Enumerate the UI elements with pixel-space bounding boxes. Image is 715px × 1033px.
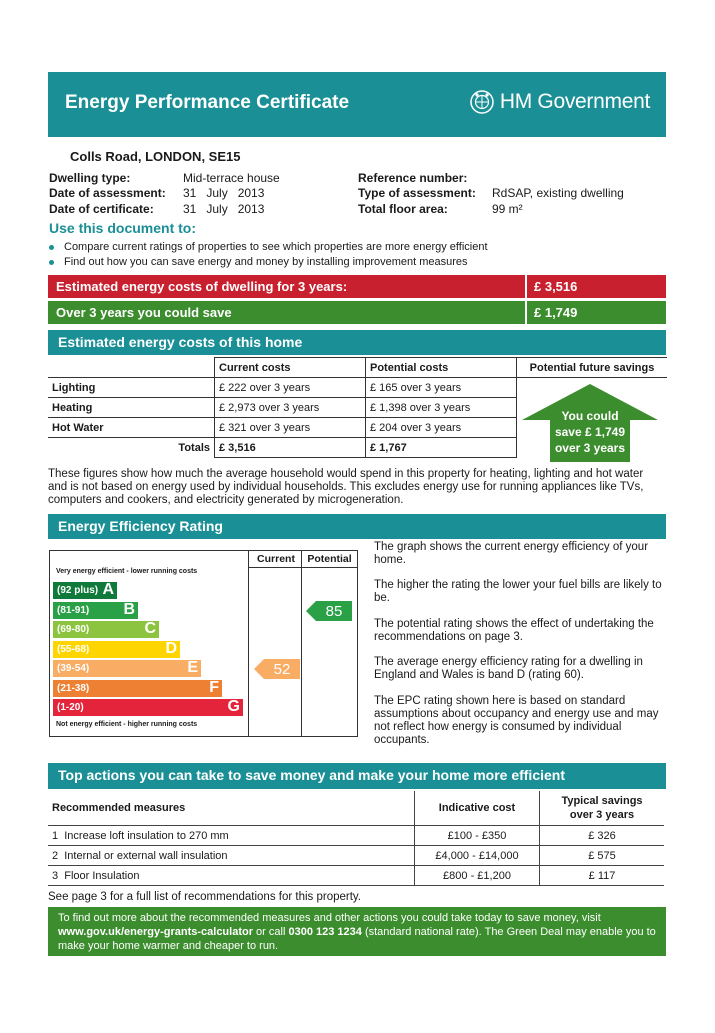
green-deal-footer bbox=[48, 907, 666, 956]
totals-current: £ 3,516 bbox=[215, 438, 366, 458]
measure-saving: £ 326 bbox=[540, 826, 665, 846]
assessment-type-value: RdSAP, existing dwelling bbox=[492, 186, 624, 200]
band-range: (69-80) bbox=[57, 624, 90, 635]
band-letter: D bbox=[165, 639, 177, 657]
costs-heading-bar bbox=[48, 330, 666, 355]
costs-heading: Estimated energy costs of this home bbox=[58, 334, 303, 350]
potential-rating-arrow-value: 85 bbox=[325, 602, 343, 620]
bullet-icon bbox=[49, 245, 54, 250]
reference-label: Reference number: bbox=[358, 171, 468, 185]
use-document-heading: Use this document to: bbox=[49, 220, 197, 236]
use-bullet: Find out how you can save energy and money by installing improvement measures bbox=[49, 256, 468, 268]
band-letter: E bbox=[187, 659, 198, 676]
table-row bbox=[48, 866, 664, 886]
measure-saving: £ 575 bbox=[540, 846, 665, 866]
measure-cell: 1 Increase loft insulation to 270 mm bbox=[48, 826, 415, 846]
rating-band-a bbox=[53, 582, 117, 599]
band-letter: C bbox=[144, 620, 156, 637]
rating-band-d bbox=[53, 641, 180, 658]
cost-potential: £ 204 over 3 years bbox=[366, 418, 517, 438]
use-bullet: Compare current ratings of properties to see which properties are more energy efficient bbox=[49, 241, 488, 253]
assessment-type-label: Type of assessment: bbox=[358, 186, 476, 200]
crest-icon bbox=[469, 89, 495, 115]
cost-current: £ 2,973 over 3 years bbox=[215, 398, 366, 418]
future-savings-text: You could save £ 1,749 over 3 years bbox=[554, 409, 626, 455]
efficiency-paragraph: The EPC rating shown here is based on standard assumptions about occupancy and energy use and may not reflect how energy is consumed by individual occupants. bbox=[374, 695, 659, 746]
epc-header bbox=[48, 72, 666, 137]
hm-government-logo bbox=[469, 89, 650, 115]
actions-heading: Top actions you can take to save money and make your home more efficient bbox=[58, 767, 565, 783]
measures-header: Recommended measures bbox=[48, 791, 415, 826]
rating-band-g bbox=[53, 699, 243, 716]
rating-band-b bbox=[53, 602, 138, 619]
band-range: (39-54) bbox=[57, 663, 90, 674]
property-address: Colls Road, LONDON, SE15 bbox=[70, 149, 241, 164]
rating-band-c bbox=[53, 621, 159, 638]
cost-potential: £ 165 over 3 years bbox=[366, 378, 517, 398]
efficiency-heading: Energy Efficiency Rating bbox=[58, 518, 223, 534]
cost-header: Indicative cost bbox=[415, 791, 540, 826]
band-range: (81-91) bbox=[57, 604, 90, 616]
rating-band-f bbox=[53, 680, 222, 697]
costs-note: These figures show how much the average household would spend in this property for heating, lighting and hot water and is not based on energy used by individual households. This excludes energy use for running appliances like TVs, computers and cookers, and electricity generated by microgeneration. bbox=[48, 468, 644, 506]
band-letter: B bbox=[123, 600, 135, 618]
measure-cell: 3 Floor Insulation bbox=[48, 866, 415, 886]
measure-saving: £ 117 bbox=[540, 866, 665, 886]
actions-table bbox=[48, 791, 664, 886]
footer-text: To find out more about the recommended measures and other actions you could take today to save money, visit www.gov.uk/energy-grants-calculator or call 0300 123 1234 (standard national rate). The Green Deal may enable you to make your home warmer and cheaper to run. bbox=[58, 912, 656, 952]
potential-rating-arrow bbox=[306, 601, 352, 621]
estimated-costs-value: £ 3,516 bbox=[534, 279, 578, 294]
current-costs-header: Current costs bbox=[215, 358, 366, 378]
see-page-note: See page 3 for a full list of recommendations for this property. bbox=[48, 891, 361, 903]
divider bbox=[525, 301, 527, 324]
bullet-icon bbox=[49, 260, 54, 265]
floor-area-label: Total floor area: bbox=[358, 202, 448, 216]
actions-heading-bar bbox=[48, 763, 666, 789]
efficiency-paragraph: The graph shows the current energy efficiency of your home. bbox=[374, 541, 649, 566]
savings-bar bbox=[48, 301, 666, 324]
cost-row-label: Lighting bbox=[48, 378, 215, 398]
table-row bbox=[48, 846, 664, 866]
phone-number: 0300 123 1234 bbox=[288, 926, 362, 938]
band-range: (92 plus) bbox=[57, 585, 99, 596]
date-assessment-value: 31 July 2013 bbox=[183, 186, 265, 200]
date-certificate-value: 31 July 2013 bbox=[183, 202, 265, 216]
potential-column-header: Potential bbox=[307, 553, 352, 565]
band-range: (1-20) bbox=[57, 702, 84, 713]
table-header-row bbox=[48, 791, 664, 826]
page-title: Energy Performance Certificate bbox=[65, 92, 350, 113]
efficiency-heading-bar bbox=[48, 514, 666, 539]
estimated-costs-bar bbox=[48, 275, 666, 298]
totals-label: Totals bbox=[48, 438, 215, 458]
totals-potential: £ 1,767 bbox=[366, 438, 517, 458]
savings-header: Typical savings over 3 years bbox=[540, 791, 665, 826]
band-letter: F bbox=[209, 678, 219, 696]
floor-area-value: 99 m² bbox=[492, 202, 523, 216]
calculator-link[interactable]: www.gov.uk/energy-grants-calculator bbox=[58, 926, 253, 938]
hm-government-text: HM Government bbox=[499, 90, 650, 113]
cost-potential: £ 1,398 over 3 years bbox=[366, 398, 517, 418]
cost-current: £ 321 over 3 years bbox=[215, 418, 366, 438]
table-header-row bbox=[48, 358, 667, 378]
future-savings-header: Potential future savings bbox=[517, 358, 668, 378]
rating-band-e bbox=[53, 660, 201, 677]
top-caption: Very energy efficient - lower running costs bbox=[56, 568, 198, 575]
bottom-caption: Not energy efficient - higher running costs bbox=[56, 721, 198, 728]
band-range: (21-38) bbox=[57, 682, 90, 694]
cost-current: £ 222 over 3 years bbox=[215, 378, 366, 398]
current-rating-arrow bbox=[254, 659, 300, 679]
band-letter: G bbox=[227, 698, 240, 715]
band-range: (55-68) bbox=[57, 643, 90, 655]
divider bbox=[525, 275, 527, 298]
efficiency-paragraph: The average energy efficiency rating for a dwelling in England and Wales is band D (rating 60). bbox=[374, 656, 643, 681]
band-letter: A bbox=[102, 581, 114, 598]
blank-header-cell bbox=[48, 358, 215, 378]
dwelling-type-label: Dwelling type: bbox=[49, 171, 131, 185]
cost-row-label: Heating bbox=[48, 398, 215, 418]
date-assessment-label: Date of assessment: bbox=[49, 186, 166, 200]
measure-cost: £4,000 - £14,000 bbox=[415, 846, 540, 866]
current-column-header: Current bbox=[257, 553, 295, 565]
measure-cost: £800 - £1,200 bbox=[415, 866, 540, 886]
current-rating-arrow-value: 52 bbox=[273, 661, 291, 678]
date-certificate-label: Date of certificate: bbox=[49, 202, 154, 216]
dwelling-type-value: Mid-terrace house bbox=[183, 171, 280, 185]
table-row bbox=[48, 826, 664, 846]
savings-value: £ 1,749 bbox=[534, 305, 578, 320]
efficiency-graph bbox=[49, 550, 358, 737]
efficiency-paragraph: The potential rating shows the effect of undertaking the recommendations on page 3. bbox=[374, 618, 654, 643]
savings-label: Over 3 years you could save bbox=[56, 305, 232, 320]
efficiency-paragraph: The higher the rating the lower your fuel bills are likely to be. bbox=[374, 579, 662, 604]
measure-cost: £100 - £350 bbox=[415, 826, 540, 846]
estimated-costs-label: Estimated energy costs of dwelling for 3 years: bbox=[56, 279, 348, 294]
cost-row-label: Hot Water bbox=[48, 418, 215, 438]
measure-cell: 2 Internal or external wall insulation bbox=[48, 846, 415, 866]
potential-costs-header: Potential costs bbox=[366, 358, 517, 378]
